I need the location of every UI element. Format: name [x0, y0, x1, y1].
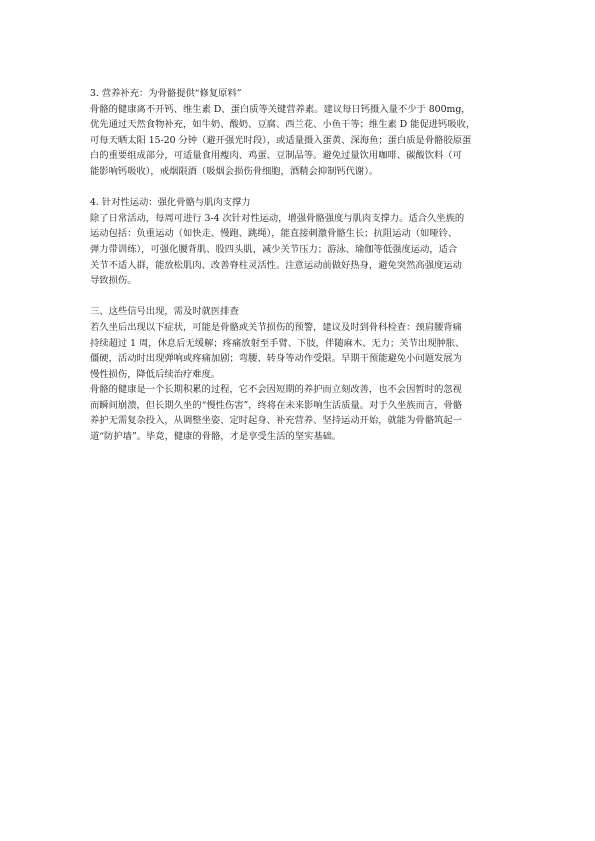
section-nutrition [90, 86, 515, 180]
paragraph: 若久坐后出现以下症状，可能是骨骼或关节损伤的预警，建议及时到骨科检查：颈肩腰背痛 持续超过 1 周，休息后无缓解；疼痛放射至手臂、下肢，伴随麻木、无力；关节出现肿胀、 僵硬，活动时出现弹响或疼痛加剧；弯腰、转身等动作受限。早期干预能避免小问题发展为 慢性损伤，降低后续治疗难度。 [90, 321, 465, 380]
section-heading: 4. 针对性运动：强化骨骼与肌肉支撑力 [90, 197, 251, 209]
document-page [90, 86, 515, 460]
section-heading: 3. 营养补充：为骨骼提供“修复原料” [90, 88, 242, 99]
section-heading: 三、这些信号出现，需及时就医排查 [90, 306, 239, 318]
paragraph: 骨骼的健康离不开钙、维生素 D、蛋白质等关键营养素。建议每日钙摄入量不少于 800mg， 优先通过天然食物补充，如牛奶、酸奶、豆腐、西兰花、小鱼干等；维生素 D 能促进钙吸收， 可每天晒太阳 15-20 分钟（避开强光时段），或适量摄入蛋黄、深海鱼；蛋白质是骨骼胶原蛋 白的重要组成部分，可适量食用瘦肉、鸡蛋、豆制品等。避免过量饮用咖啡、碳酸饮料（可 能影响钙吸收），戒烟限酒（吸烟会损伤骨细胞，酒精会抑制钙代谢）。 [90, 103, 476, 177]
paragraph: 骨骼的健康是一个长期积累的过程，它不会因短期的养护而立刻改善，也不会因暂时的忽视 而瞬间崩溃，但长期久坐的“慢性伤害”，终将在未来影响生活质量。对于久坐族而言，骨骼 养护无需复杂投入，从调整坐姿、定时起身、补充营养、坚持运动开始，就能为骨骼筑起一 道“防护墙”。毕竟，健康的骨骼，才是享受生活的坚实基础。 [90, 384, 463, 443]
paragraph: 除了日常活动，每周可进行 3-4 次针对性运动，增强骨骼强度与肌肉支撑力。适合久坐族的 运动包括：负重运动（如快走、慢跑、跳绳），能直接刺激骨骼生长；抗阻运动（如哑铃、 弹力带训练），可强化腰背肌、股四头肌，减少关节压力；游泳、瑜伽等低强度运动，适合 关节不适人群，能放松肌肉、改善脊柱灵活性。注意运动前做好热身，避免突然高强度运动 导致损伤。 [90, 212, 465, 287]
section-warning-signs [90, 304, 515, 444]
section-exercise [90, 195, 515, 289]
